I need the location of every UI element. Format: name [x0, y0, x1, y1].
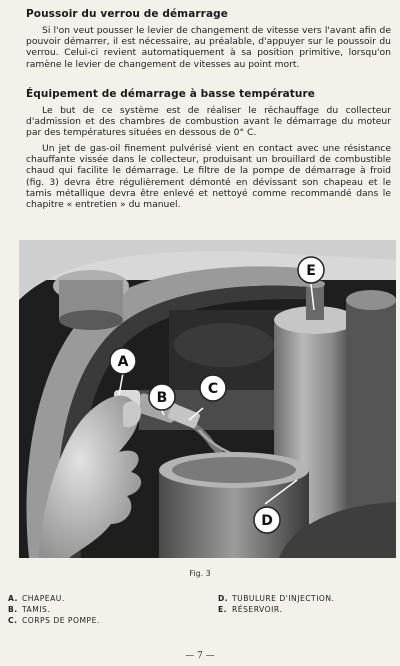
- label-e: E: [306, 263, 316, 279]
- paragraph-cold-start-purpose: Le but de ce système est de réaliser le réchauffage du collecteur d'admission et des chambres de combustion avant le démarrage du moteur par des températures situées en dessous de 0° C.: [26, 105, 391, 139]
- figure-caption: Fig. 3: [189, 569, 211, 578]
- legend-text: RÉSERVOIR.: [232, 605, 283, 614]
- label-a: A: [117, 354, 129, 370]
- paragraph-cold-start-operation: Un jet de gas-oil finement pulvérisé vient en contact avec une résistance chauffante vissée dans le collecteur, produisant un brouillard de combustible chaud qui facilite le démarrage. Le filtre de la pompe de démarrage à froid (fig. 3) devra être régulièrement démonté en dévissant son chapeau et le tamis métallique devra être enlevé et nettoyé comme recommandé dans le chapitre « entretien » du manuel.: [26, 143, 391, 211]
- page-number: — 7 —: [185, 651, 215, 661]
- legend-text: TUBULURE D'INJECTION.: [232, 594, 335, 603]
- legend-key: E.: [218, 605, 228, 614]
- legend-key: B.: [8, 605, 18, 614]
- legend-item-e: [218, 605, 282, 614]
- legend-key: A.: [8, 594, 18, 603]
- section-heading-cold-start: Équipement de démarrage à basse température: [26, 88, 315, 100]
- label-b: B: [156, 390, 168, 406]
- section-heading-starter-lock: Poussoir du verrou de démarrage: [26, 8, 228, 20]
- legend-item-c: [8, 616, 100, 625]
- label-d: D: [261, 513, 273, 529]
- legend-item-b: [8, 605, 50, 614]
- legend-text: CHAPEAU.: [22, 594, 65, 603]
- legend-key: C.: [8, 616, 18, 625]
- paragraph-starter-lock: Si l'on veut pousser le levier de changement de vitesse vers l'avant afin de pouvoir démarrer, il est nécessaire, au préalable, d'appuyer sur le poussoir du verrou. Celui-ci revient automatiquement à sa position primitive, lorsqu'on ramène le levier de changement de vitesses au point mort.: [26, 25, 391, 70]
- label-c: C: [207, 381, 219, 397]
- legend-text: TAMIS.: [22, 605, 51, 614]
- legend-text: CORPS DE POMPE.: [22, 616, 100, 625]
- engine-photo-illustration: [19, 240, 396, 558]
- legend-key: D.: [218, 594, 229, 603]
- engine-photo-figure: [19, 240, 396, 558]
- legend-item-a: [8, 594, 65, 603]
- legend-item-d: [218, 594, 335, 603]
